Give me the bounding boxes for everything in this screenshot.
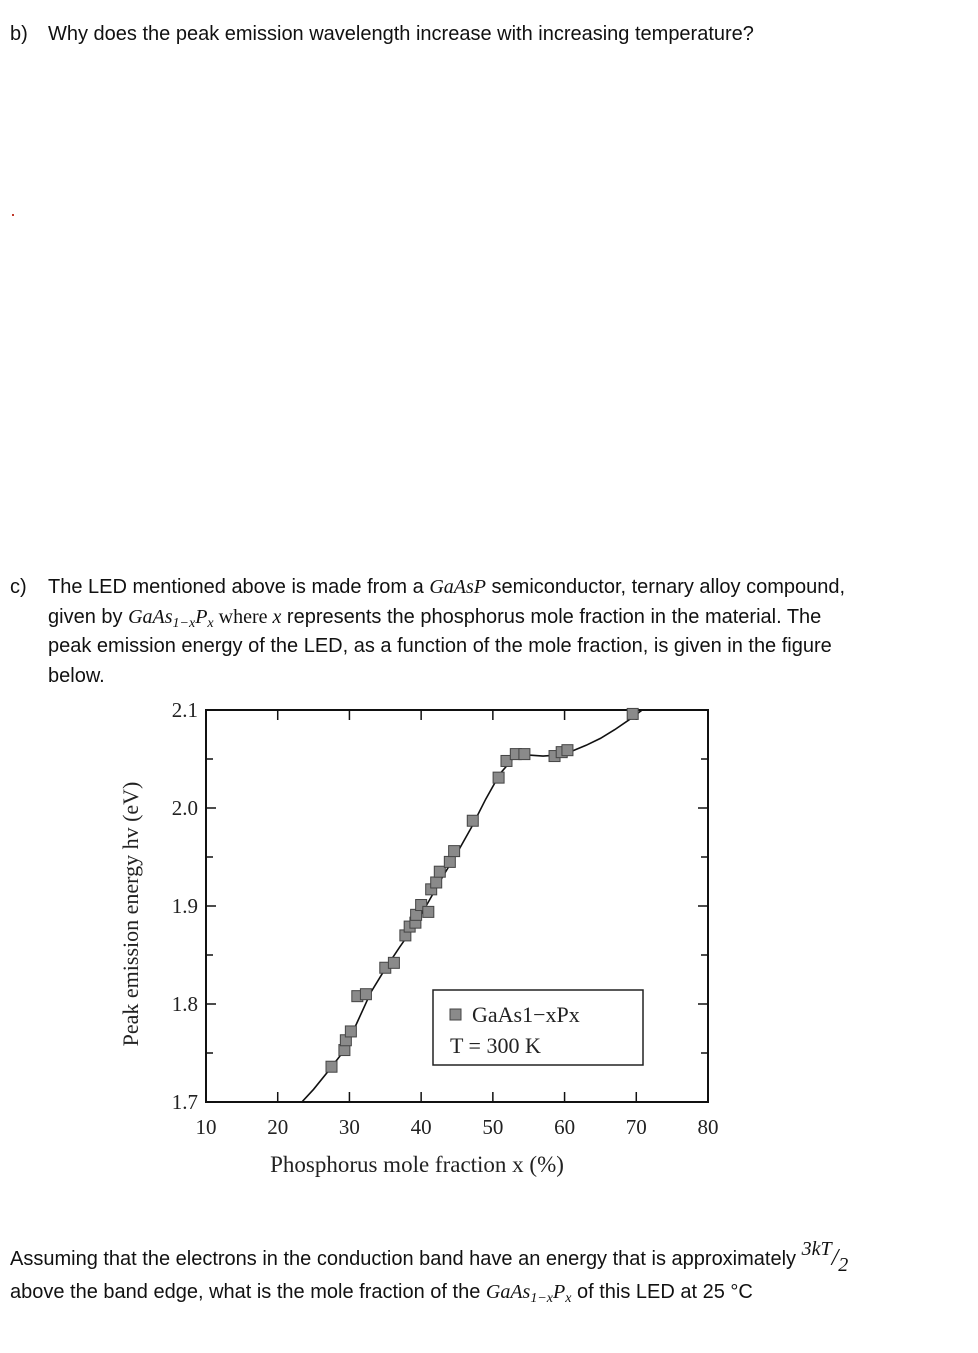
question-c-line-2: given by $GaAs_{1-x}P_x$ where x represents the phosphorus mole fraction in the material. The [48, 605, 822, 631]
compound-formula-2: $GaAs_{1-x}P_x$ [485, 1281, 572, 1306]
emission-energy-chart [110, 700, 750, 1200]
data-point [434, 866, 445, 877]
bottom-question-line-2: above the band edge, what is the mole fraction of the $GaAs_{1-x}P_x$ of this LED at 25 °C [10, 1281, 753, 1306]
x-tick-label: 30 [338, 1115, 360, 1139]
question-c-line-3: peak emission energy of the LED, as a function of the mole fraction, is given in the figure [48, 635, 832, 657]
question-b-text: Why does the peak emission wavelength increase with increasing temperature? [48, 23, 754, 45]
data-point [627, 708, 638, 719]
compound-name: GaAsP [429, 576, 486, 598]
legend-series-label: GaAs1−xPx [472, 1002, 580, 1027]
legend-condition-label: T = 300 K [450, 1033, 541, 1058]
x-tick-label: 40 [410, 1115, 432, 1139]
x-tick-label: 50 [482, 1115, 504, 1139]
data-point [449, 846, 460, 857]
data-point [431, 877, 442, 888]
data-point [493, 772, 504, 783]
y-axis-label: Peak emission energy hv (eV) [118, 781, 143, 1047]
question-c-line-1: The LED mentioned above is made from a GaAsP semiconductor, ternary alloy compound, [48, 576, 846, 598]
data-point [360, 989, 371, 1000]
data-point [326, 1061, 337, 1072]
y-tick-label: 2.1 [171, 700, 198, 722]
x-tick-label: 20 [267, 1115, 289, 1139]
x-tick-label: 70 [625, 1115, 647, 1139]
y-tick-label: 1.9 [171, 894, 198, 918]
data-point [345, 1026, 356, 1037]
compound-formula: $GaAs_{1-x}P_x$ [128, 605, 214, 631]
y-tick-label: 1.7 [171, 1090, 198, 1114]
legend-marker [450, 1009, 461, 1020]
data-point [423, 906, 434, 917]
bottom-question-line-1: Assuming that the electrons in the conduction band have an energy that is approximately 3kT/2 [10, 1238, 849, 1276]
question-c-text [48, 573, 948, 691]
x-tick-label: 10 [195, 1115, 217, 1139]
legend [433, 990, 643, 1065]
axis-ticks [172, 700, 719, 1139]
data-point [444, 856, 455, 867]
x-tick-label: 60 [554, 1115, 576, 1139]
question-c-label: c) [10, 576, 27, 598]
y-tick-label: 2.0 [171, 796, 198, 820]
stray-mark [12, 214, 14, 216]
data-point [388, 957, 399, 968]
x-tick-label: 80 [697, 1115, 719, 1139]
y-tick-label: 1.8 [171, 992, 198, 1016]
data-point [562, 745, 573, 756]
chart-svg [110, 700, 750, 1200]
question-b-label: b) [10, 23, 28, 45]
question-c-line-4: below. [48, 664, 105, 687]
data-point [519, 749, 530, 760]
data-point [467, 815, 478, 826]
three-kt-over-two: 3kT/2 [801, 1238, 849, 1276]
x-axis-label: Phosphorus mole fraction x (%) [270, 1152, 564, 1177]
